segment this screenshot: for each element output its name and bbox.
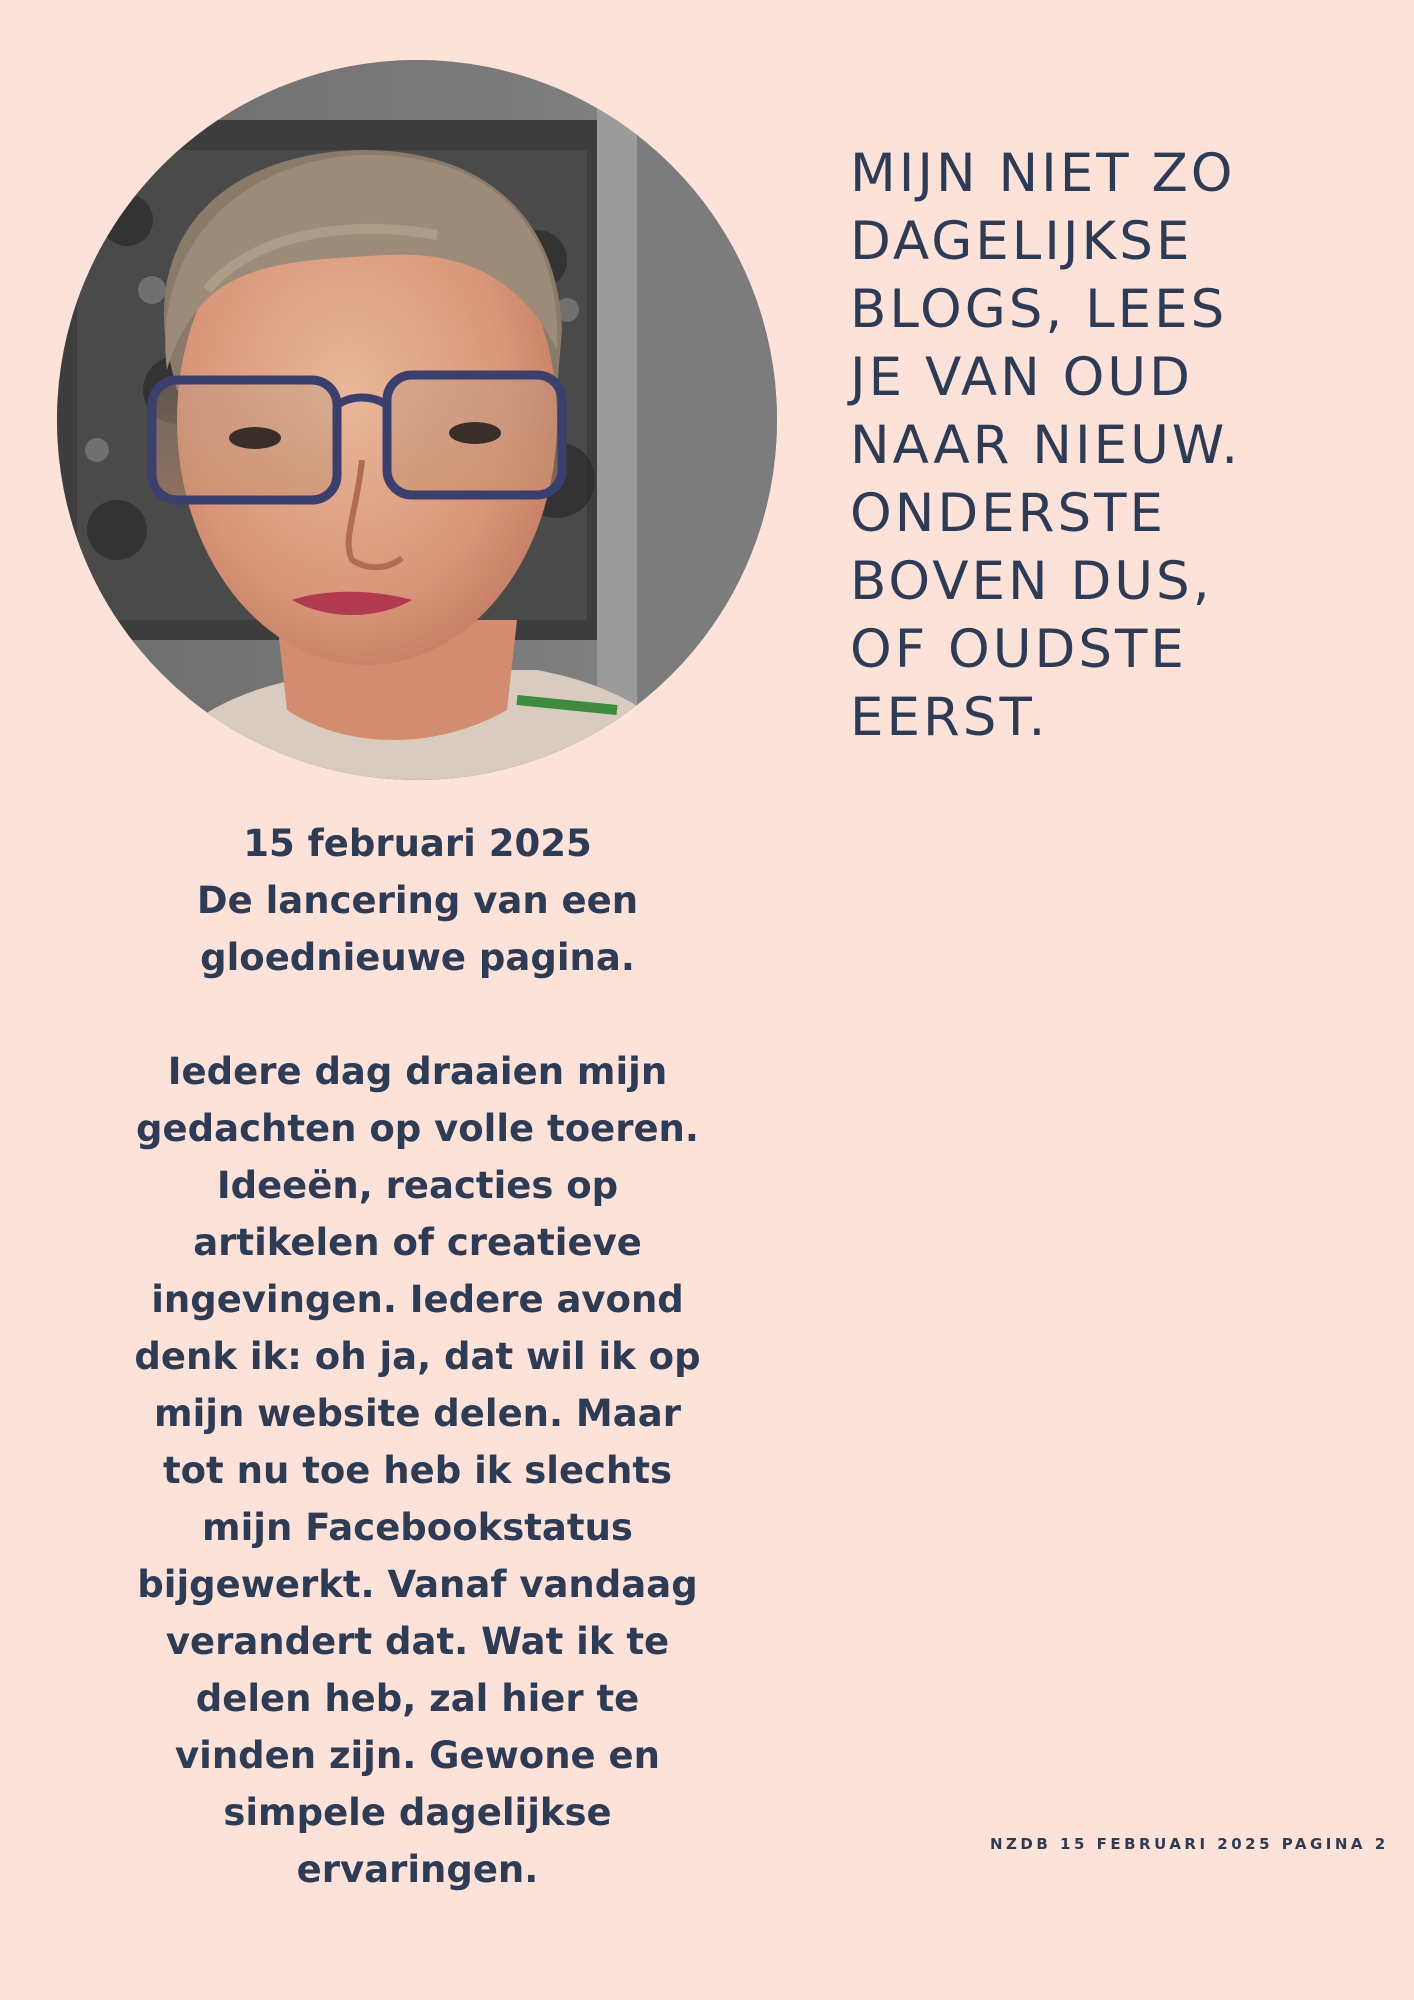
post-body-line: bijgewerkt. Vanaf vandaag [137,1563,698,1606]
post-body-line: Ideeën, reacties op [216,1164,619,1207]
heading-line: OF OUDSTE [850,619,1187,680]
blog-post [90,815,745,1898]
heading-line: NAAR NIEUW. [850,415,1242,476]
post-title [90,872,745,986]
post-body-line: artikelen of creatieve [193,1221,642,1264]
paragraph-spacer [90,986,745,1043]
heading-line: BOVEN DUS, [850,551,1213,612]
heading-line: EERST. [850,687,1049,748]
portrait-illustration [57,60,777,780]
post-title-line: De lancering van een [196,879,639,922]
heading-line: ONDERSTE [850,483,1166,544]
page-footer: NZDB 15 FEBRUARI 2025 PAGINA 2 [990,1835,1389,1853]
post-body-line: gedachten op volle toeren. [136,1107,699,1150]
post-body-line: verandert dat. Wat ik te [165,1620,670,1663]
post-date [90,815,745,872]
blog-reading-order-heading [850,140,1370,752]
post-body-line: ervaringen. [296,1848,539,1891]
heading-line: JE VAN OUD [850,347,1193,408]
post-title-line: gloednieuwe pagina. [200,936,635,979]
post-body-line: delen heb, zal hier te [195,1677,640,1720]
heading-line: DAGELIJKSE [850,211,1193,272]
post-body [90,1043,745,1898]
post-body-line: denk ik: oh ja, dat wil ik op [134,1335,701,1378]
heading-line: MIJN NIET ZO [850,143,1236,204]
post-body-line: Iedere dag draaien mijn [167,1050,668,1093]
post-body-line: mijn Facebookstatus [202,1506,633,1549]
author-portrait-photo [57,60,777,780]
heading-line: BLOGS, LEES [850,279,1228,340]
post-body-line: simpele dagelijkse [223,1791,612,1834]
post-body-line: tot nu toe heb ik slechts [162,1449,673,1492]
post-body-line: mijn website delen. Maar [154,1392,681,1435]
post-body-line: vinden zijn. Gewone en [175,1734,660,1777]
post-date-text: 15 februari 2025 [243,822,592,865]
post-body-line: ingevingen. Iedere avond [151,1278,684,1321]
